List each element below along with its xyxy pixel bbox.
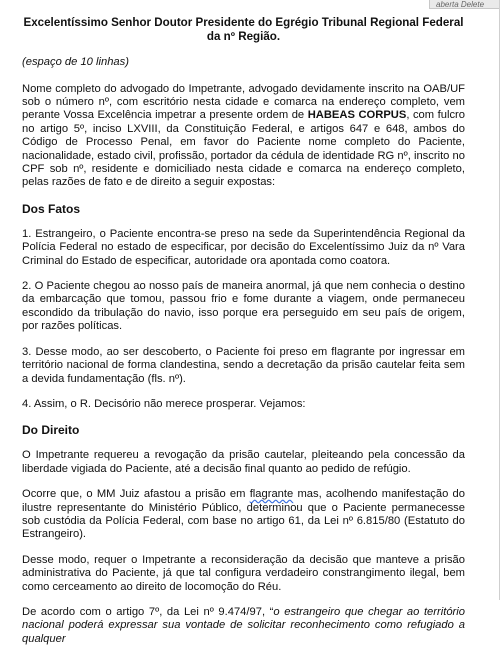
direito-paragraph-3: Desse modo, requer o Impetrante a reconsideração da decisão que manteve a prisão administrativa do Paciente, já que tal configura verdadeiro constrangimento ilegal, bem como cerceamento ao direito de locomoção do Réu. [22,553,465,593]
spacing-note: (espaço de 10 linhas) [22,56,129,69]
direito-paragraph-2 [22,488,465,542]
fatos-paragraph-2: 2. O Paciente chegou ao nosso país de maneira anormal, já que nem conhecia o destino da embarcação que tomou, passou frio e fome durante a viagem, onde permaneceu escondido da tribulação do navio, isso porque era perseguido em seu país de origem, por razões políticas. [22,280,465,333]
fatos-paragraph-4: 4. Assim, o R. Decisório não merece prosperar. Vejamos: [22,397,306,410]
heading-do-direito: Do Direito [22,423,80,438]
direito-p2-text-2: mas, acolhendo manifestação do ilustre representante do Ministério Público, determinou que o Paciente permanecesse sob custódia da Polícia Federal, com base no artigo 61, da Lei nº 6.815/80 (Estatuto do Estrangeiro). [22,488,465,541]
document-body [22,16,465,658]
direito-p4-quote: o estrangeiro que chegar ao território nacional poderá expressar sua vontade de solicitar reconhecimento como refugiado a qualquer [22,605,465,645]
document-title [22,16,465,43]
fatos-paragraph-3: 3. Desse modo, ao ser descoberto, o Paciente foi preso em flagrante por ingressar em território nacional de forma clandestina, sendo a decretação da prisão cautelar feita sem a devida fundamentação (fls. nº). [22,345,465,385]
direito-p2-text-1: Ocorre que, o MM Juiz afastou a prisão em [22,488,250,501]
direito-paragraph-1: O Impetrante requereu a revogação da prisão cautelar, pleiteando pela concessão da liberdade vigiada do Paciente, até a decisão final quanto ao pedido de refúgio. [22,449,465,475]
direito-p4-text-1: De acordo com o artigo 7º, da Lei nº 9.474/97, “ [22,605,274,618]
direito-paragraph-4 [22,606,465,646]
intro-text-2: , com fulcro no artigo 5º, inciso LXVIII, da Constituição Federal, e artigos 647 e 648, ambos do Código de Processo Penal, em favor do Paciente nome completo do Paciente, nacionalidade, estado civil, profissão, portador da cédula de identidade RG nº, inscrito no CPF sob nº, residente e domiciliado nesta cidade e comarca na endereço completo, pelas razões de fato e de direito a seguir expostas: [22,109,465,189]
fatos-paragraph-1: 1. Estrangeiro, o Paciente encontra-se preso na sede da Superintendência Regional da Polícia Federal no estado de especificar, por decisão do Excelentíssimo Juiz da nº Vara Criminal do Estado de especificar, autoridade ora apontada como coatora. [22,227,465,267]
top-right-tab[interactable]: aberta Delete [429,0,499,9]
intro-text-1: Nome completo do advogado do Impetrante, advogado devidamente inscrito na OAB/UF sob o número nº, com escritório nesta cidade e comarca na endereço completo, vem perante Vossa Excelência impetrar a presente ordem de [22,82,465,122]
spellcheck-word-flagrante[interactable]: flagrante [249,488,294,501]
title-line-2: da nº Região. [206,29,281,43]
heading-dos-fatos: Dos Fatos [22,201,81,216]
intro-paragraph [22,83,465,190]
habeas-corpus-term: HABEAS CORPUS [307,109,407,122]
title-line-1: Excelentíssimo Senhor Doutor Presidente do Egrégio Tribunal Regional Federal [23,16,464,29]
